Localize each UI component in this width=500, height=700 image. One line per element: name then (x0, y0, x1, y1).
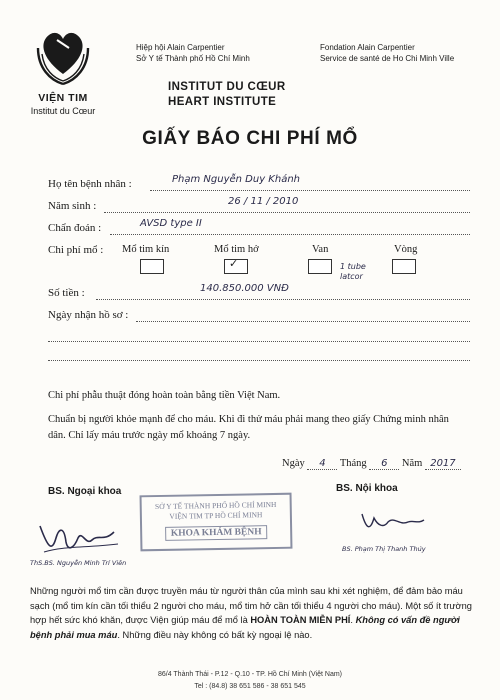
day-value: 4 (307, 458, 337, 470)
heart-institute-logo (22, 22, 104, 132)
blood-donation-note (30, 584, 476, 642)
patient-value: Phạm Nguyễn Duy Khánh (172, 174, 301, 185)
institute-en: HEART INSTITUTE (168, 96, 277, 108)
checkmark-icon: ✓ (229, 258, 239, 270)
org-right-line1: Fondation Alain Carpentier (320, 43, 415, 52)
dob-value: 26 / 11 / 2010 (228, 196, 299, 207)
internal-doctor-label: BS. Nội khoa (336, 483, 398, 494)
year-label: Năm (401, 458, 423, 469)
received-line (136, 321, 470, 322)
option-open-heart-label: Mổ tim hở (214, 244, 259, 255)
footnote-free: HOÀN TOÀN MIỄN PHÍ (250, 615, 351, 625)
month-value: 6 (369, 458, 399, 470)
currency-note: Chi phí phẫu thuật đóng hoàn toàn bằng tiền Việt Nam. (48, 390, 281, 401)
patient-label: Họ tên bệnh nhân : (48, 178, 132, 190)
cost-label: Chi phí mổ : (48, 244, 104, 256)
address-line: 86/4 Thành Thái - P.12 - Q.10 - TP. Hồ Chí Minh (Việt Nam) (157, 671, 343, 678)
year-value: 2017 (425, 458, 461, 470)
stamp-line1: SỞ Y TẾ THÀNH PHỐ HỒ CHÍ MINH (154, 499, 277, 512)
dob-line (104, 212, 470, 213)
amount-value: 140.850.000 VNĐ (200, 283, 289, 294)
institute-fr: INSTITUT DU CŒUR (168, 81, 286, 93)
footnote-italic: Không có vấn đề người bệnh phải mua máu (30, 615, 460, 640)
heart-hands-icon (32, 24, 94, 92)
checkbox-open-heart[interactable] (224, 259, 248, 274)
internal-doctor-name: BS. Phạm Thị Thanh Thủy (342, 545, 426, 553)
org-left (136, 42, 250, 64)
clinic-stamp (140, 493, 293, 552)
option-ring-label: Vòng (394, 244, 418, 255)
surgery-doctor-name: ThS.BS. Nguyễn Minh Trí Viên (30, 559, 127, 567)
blood-note: Chuẩn bị người khỏe mạnh để cho máu. Khi đi thử máu phải mang theo giấy Chứng minh nhân dân. Chỉ lấy máu trước ngày mổ khoảng 7 ngày. (48, 414, 449, 441)
blank-line-1 (48, 341, 470, 342)
blank-line-2 (48, 360, 470, 361)
org-left-line2: Sở Y tế Thành phố Hồ Chí Minh (136, 54, 250, 63)
checkbox-closed-heart[interactable] (140, 259, 164, 274)
diagnosis-line (110, 234, 470, 235)
stamp-line3: KHOA KHÁM BỆNH (165, 525, 268, 541)
surgery-signature-icon (34, 518, 124, 558)
footnote-part3: . Những điều này không có bất kỳ ngoại lệ nào. (117, 629, 313, 640)
checkbox-valve[interactable] (308, 259, 332, 274)
amount-label: Số tiền : (48, 287, 85, 299)
stamp-line2: VIỆN TIM TP HỒ CHÍ MINH (169, 510, 263, 521)
amount-line (96, 299, 470, 300)
footnote-part1: Những người mổ tim cần được truyền máu từ người thân của mình sau khi xét nghiệm, để đảm bảo máu sạch (mổ tim kín cần tối thiểu 2 người cho máu, mổ tim hở cần tối thiểu 4 người cho máu). Một số ít trường hợp hết sức khó khăn, được Viện giúp máu để mổ là (30, 586, 472, 625)
extra-note: 1 tube latcor (340, 262, 366, 281)
org-left-line1: Hiệp hội Alain Carpentier (136, 43, 225, 52)
option-closed-heart-label: Mổ tim kín (122, 244, 170, 255)
received-label: Ngày nhận hồ sơ : (48, 309, 129, 321)
footnote-part2: . (350, 615, 356, 625)
option-valve-label: Van (312, 244, 329, 255)
diagnosis-value: AVSD type II (140, 218, 202, 229)
brand-name: VIỆN TIM (38, 92, 88, 104)
date-line (282, 458, 461, 470)
phone-line: Tel : (84.8) 38 651 586 - 38 651 545 (194, 683, 306, 690)
checkbox-ring[interactable] (392, 259, 416, 274)
page-title: GIẤY BÁO CHI PHÍ MỔ (142, 128, 358, 149)
diagnosis-label: Chẩn đoán : (48, 222, 102, 234)
internal-signature-icon (358, 508, 428, 538)
brand-subtitle: Institut du Cœur (30, 106, 96, 116)
month-label: Tháng (339, 458, 367, 469)
patient-line (150, 190, 470, 191)
institute-name (168, 80, 286, 110)
org-right-line2: Service de santé de Ho Chi Minh Ville (320, 54, 455, 63)
dob-label: Năm sinh : (48, 200, 97, 212)
surgery-doctor-label: BS. Ngoại khoa (48, 486, 122, 497)
day-label: Ngày (282, 458, 305, 469)
org-right (320, 42, 454, 64)
